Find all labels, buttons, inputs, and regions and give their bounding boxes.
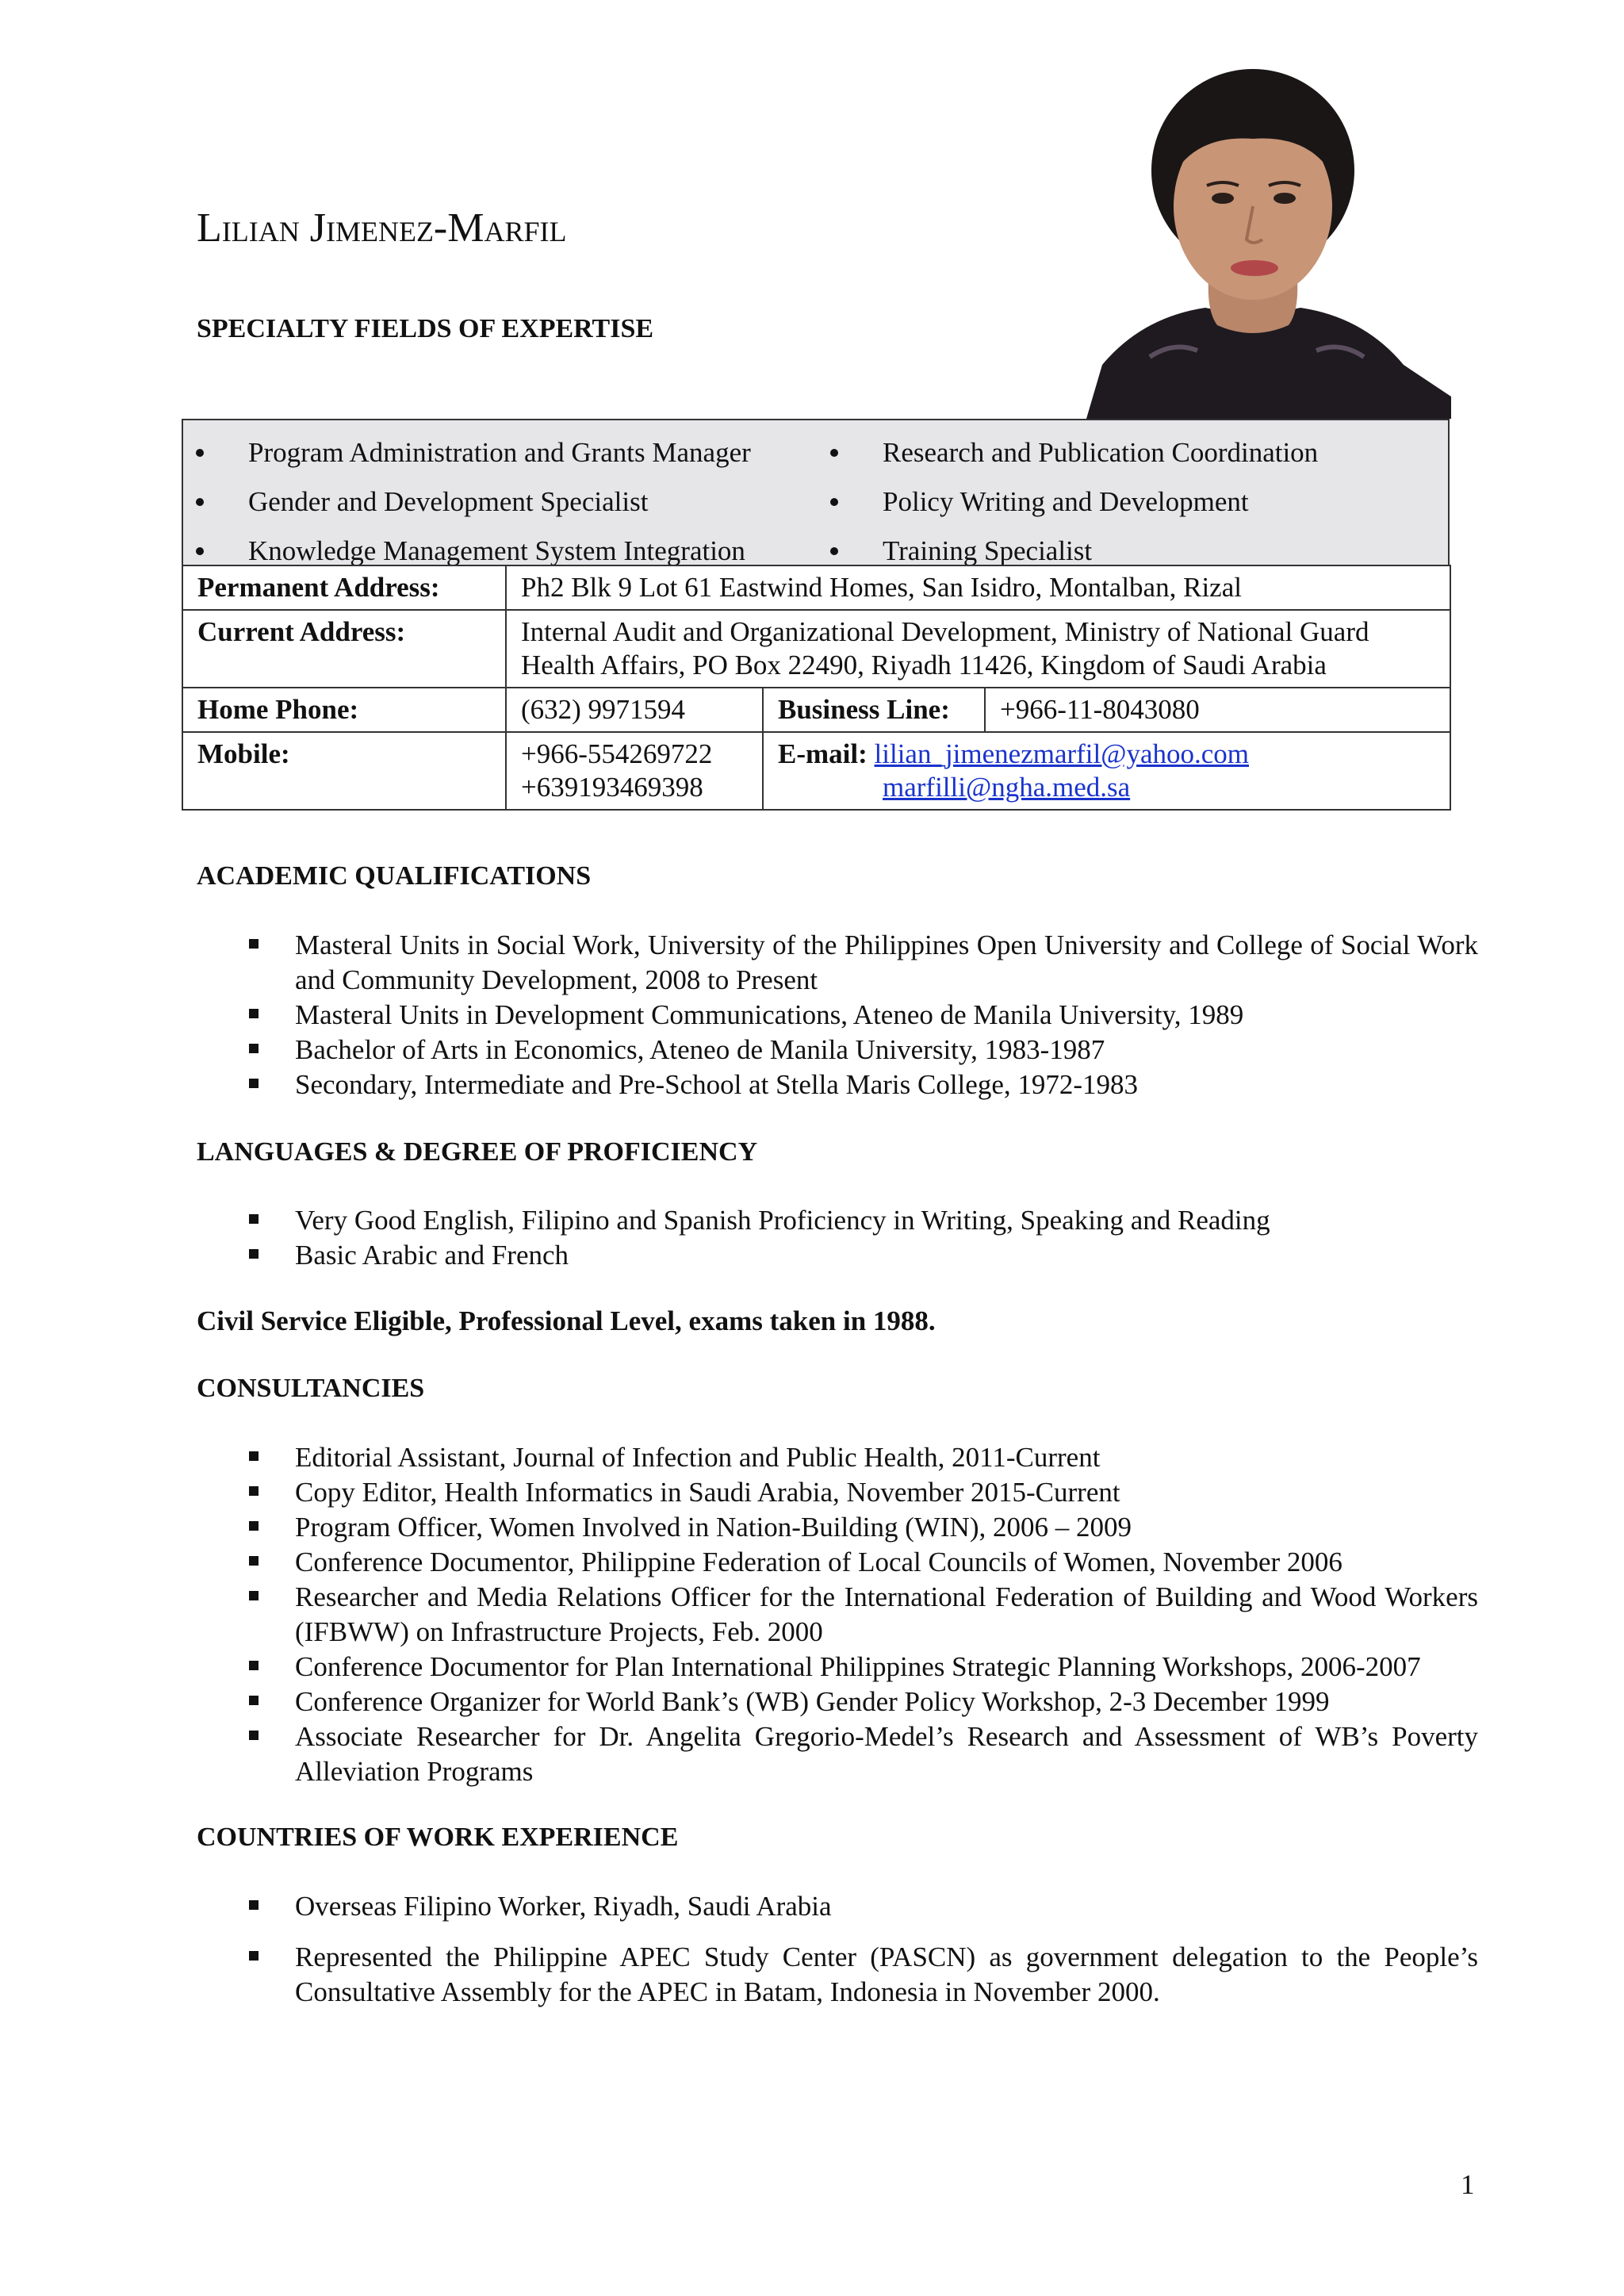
square-bullet-icon — [249, 1009, 259, 1018]
contact-table — [182, 565, 1451, 811]
heading-countries: COUNTRIES OF WORK EXPERIENCE — [197, 1823, 679, 1852]
expertise-item: Program Administration and Grants Manager — [183, 428, 751, 477]
square-bullet-icon — [249, 1486, 259, 1496]
expertise-item: Gender and Development Specialist — [183, 477, 751, 527]
list-item: Program Officer, Women Involved in Nation-Building (WIN), 2006 – 2009 — [197, 1510, 1478, 1545]
list-item: Conference Documentor, Philippine Federation of Local Councils of Women, November 2006 — [197, 1545, 1478, 1580]
permanent-address-label: Permanent Address: — [182, 565, 506, 610]
heading-academic: ACADEMIC QUALIFICATIONS — [197, 861, 592, 891]
expertise-box — [182, 419, 1450, 565]
expertise-item: Training Specialist — [818, 527, 1318, 576]
list-item: Associate Researcher for Dr. Angelita Gregorio-Medel’s Research and Assessment of WB’s Poverty Alleviation Programs — [197, 1719, 1478, 1789]
list-item: Masteral Units in Development Communications, Ateneo de Manila University, 1989 — [197, 998, 1478, 1033]
bullet-icon — [830, 498, 838, 506]
square-bullet-icon — [249, 1556, 259, 1566]
academic-list — [197, 928, 1478, 1102]
square-bullet-icon — [249, 1079, 259, 1088]
list-item: Overseas Filipino Worker, Riyadh, Saudi Arabia — [197, 1889, 1478, 1924]
expertise-item: Research and Publication Coordination — [818, 428, 1318, 477]
square-bullet-icon — [249, 1900, 259, 1910]
mobile-label: Mobile: — [182, 732, 506, 810]
home-phone-label: Home Phone: — [182, 688, 506, 732]
square-bullet-icon — [249, 1696, 259, 1705]
expertise-right-column — [818, 428, 1318, 576]
email-label: E-mail: — [778, 738, 868, 769]
heading-expertise: SPECIALTY FIELDS OF EXPERTISE — [197, 314, 654, 343]
permanent-address-value: Ph2 Blk 9 Lot 61 Eastwind Homes, San Isidro, Montalban, Rizal — [506, 565, 1450, 610]
square-bullet-icon — [249, 1951, 259, 1961]
square-bullet-icon — [249, 939, 259, 949]
list-item: Masteral Units in Social Work, University of the Philippines Open University and College of Social Work and Community Development, 2008 to Present — [197, 928, 1478, 998]
square-bullet-icon — [249, 1661, 259, 1670]
list-item: Researcher and Media Relations Officer for the International Federation of Building and Wood Workers (IFBWW) on Infrastructure Projects, Feb. 2000 — [197, 1580, 1478, 1650]
list-item: Represented the Philippine APEC Study Center (PASCN) as government delegation to the People’s Consultative Assembly for the APEC in Batam, Indonesia in November 2000. — [197, 1940, 1478, 2010]
bullet-icon — [196, 449, 204, 457]
square-bullet-icon — [249, 1451, 259, 1461]
email-link-yahoo[interactable]: lilian_jimenezmarfil@yahoo.com — [874, 738, 1250, 769]
list-item: Bachelor of Arts in Economics, Ateneo de Manila University, 1983-1987 — [197, 1033, 1478, 1068]
languages-list — [197, 1203, 1478, 1273]
expertise-item: Knowledge Management System Integration — [183, 527, 751, 576]
expertise-item: Policy Writing and Development — [818, 477, 1318, 527]
mobile-value: +966-554269722 +639193469398 — [506, 732, 763, 810]
page-number: 1 — [1461, 2169, 1475, 2200]
list-item: Conference Organizer for World Bank’s (WB) Gender Policy Workshop, 2-3 December 1999 — [197, 1685, 1478, 1719]
bullet-icon — [196, 498, 204, 506]
bullet-icon — [830, 449, 838, 457]
list-item: Secondary, Intermediate and Pre-School at Stella Maris College, 1972-1983 — [197, 1068, 1478, 1102]
list-item: Basic Arabic and French — [197, 1238, 1478, 1273]
business-line-label: Business Line: — [763, 688, 985, 732]
bullet-icon — [196, 547, 204, 555]
square-bullet-icon — [249, 1521, 259, 1531]
civil-service-note: Civil Service Eligible, Professional Level, exams taken in 1988. — [197, 1305, 936, 1336]
list-item: Conference Documentor for Plan International Philippines Strategic Planning Workshops, 2006-2007 — [197, 1650, 1478, 1685]
table-row — [182, 610, 1450, 688]
countries-list — [197, 1889, 1478, 2010]
consultancies-list — [197, 1440, 1478, 1789]
expertise-left-column — [183, 428, 751, 576]
list-item: Very Good English, Filipino and Spanish Proficiency in Writing, Speaking and Reading — [197, 1203, 1478, 1238]
portrait-photo — [1055, 56, 1451, 419]
business-line-value: +966-11-8043080 — [985, 688, 1450, 732]
square-bullet-icon — [249, 1044, 259, 1053]
table-row — [182, 565, 1450, 610]
square-bullet-icon — [249, 1591, 259, 1600]
square-bullet-icon — [249, 1249, 259, 1259]
table-row — [182, 732, 1450, 810]
current-address-label: Current Address: — [182, 610, 506, 688]
heading-languages: LANGUAGES & DEGREE OF PROFICIENCY — [197, 1137, 758, 1167]
email-link-ngha[interactable]: marfilli@ngha.med.sa — [883, 772, 1131, 803]
bullet-icon — [830, 547, 838, 555]
home-phone-value: (632) 9971594 — [506, 688, 763, 732]
square-bullet-icon — [249, 1731, 259, 1740]
heading-consultancies: CONSULTANCIES — [197, 1374, 425, 1403]
table-row — [182, 688, 1450, 732]
email-cell — [763, 732, 1450, 810]
list-item: Editorial Assistant, Journal of Infection and Public Health, 2011-Current — [197, 1440, 1478, 1475]
list-item: Copy Editor, Health Informatics in Saudi Arabia, November 2015-Current — [197, 1475, 1478, 1510]
square-bullet-icon — [249, 1214, 259, 1224]
person-name: Lilian Jimenez-Marfil — [197, 205, 567, 251]
current-address-value: Internal Audit and Organizational Development, Ministry of National Guard Health Affairs, PO Box 22490, Riyadh 11426, Kingdom of Saudi Arabia — [506, 610, 1450, 688]
